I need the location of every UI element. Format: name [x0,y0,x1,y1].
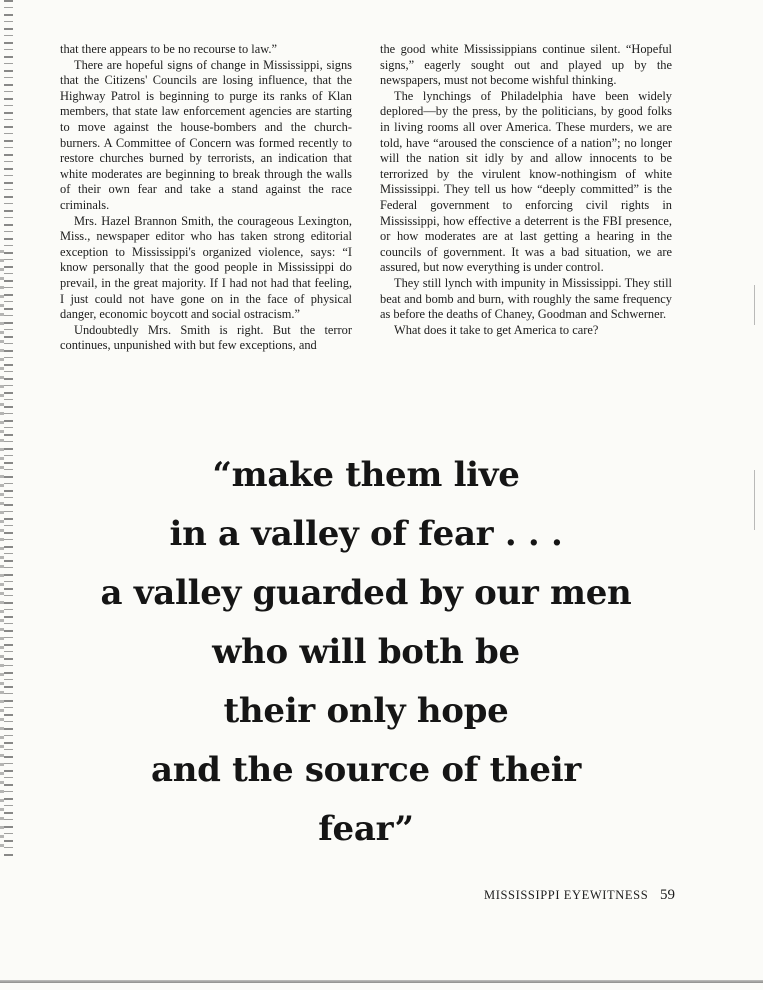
pull-quote-line: fear” [318,809,414,849]
paragraph: What does it take to get America to care? [394,322,599,337]
paragraph: They still lynch with impunity in Mississippi. They still beat and bomb and burn, with roughly the same frequency as before the deaths of Chaney, Goodman and Schwerner. [380,275,672,322]
pull-quote-line: and the source of their [150,750,581,790]
paragraph: The lynchings of Philadelphia have been widely deplored—by the press, by the politicians, by good folks in living rooms all over America. These murders, we are told, have “aroused the conscience of a nation”; no longer will the nation sit idly by and allow innocents to be terrorized by the virulent know-nothingism of white Mississippi. They tell us how “deeply committed” is the Federal government to enforcing civil rights in Mississippi, how effective a deterrent is the FBI presence, or how moderates are at last getting a hearing in the councils of government. It was a bad situation, we are assured, but now everything is under control. [380,88,672,275]
scan-edge-left-shadow [0,250,4,850]
page-footer [484,887,675,904]
paragraph: the good white Mississippians continue silent. “Hopeful signs,” eagerly sought out and played up by the newspapers, must not become wishful thinking. [380,42,672,88]
pull-quote-line: a valley guarded by our men [100,573,632,613]
pull-quote-line: who will both be [212,632,520,672]
pull-quote-line: their only hope [223,691,509,731]
scan-mark-right [754,285,755,325]
scan-mark-right [754,470,755,530]
scan-edge-left [4,0,13,860]
paragraph: Undoubtedly Mrs. Smith is right. But the terror continues, unpunished with but few exceptions, and [60,322,352,353]
scan-bottom-edge [0,980,763,983]
pull-quote [60,446,672,859]
text-columns [60,42,672,354]
running-title: MISSISSIPPI EYEWITNESS [484,888,649,902]
page-number: 59 [660,887,675,903]
pull-quote-line: in a valley of fear . . . [169,514,563,554]
paragraph: that there appears to be no recourse to law.” [60,42,277,56]
left-column [60,42,352,354]
paragraph: Mrs. Hazel Brannon Smith, the courageous Lexington, Miss., newspaper editor who has taken strong editorial exception to Mississippi's organized violence, says: “I know personally that the good people in Mississippi do prevail, in the great majority. If I had not had that feeling, I just could not have gone on in the face of physical danger, economic boycott and social ostracism.” [60,213,352,322]
pull-quote-line: “make them live [212,455,520,495]
right-column [380,42,672,354]
paragraph: There are hopeful signs of change in Mississippi, signs that the Citizens' Councils are losing influence, that the Highway Patrol is beginning to purge its ranks of Klan members, that state law enforcement agencies are starting to move against the house-bombers and the church-burners. A Committee of Concern was formed recently to restore churches burned by terrorists, an indication that white moderates are beginning to break through the walls of their own fear and take a stand against the race criminals. [60,57,352,212]
